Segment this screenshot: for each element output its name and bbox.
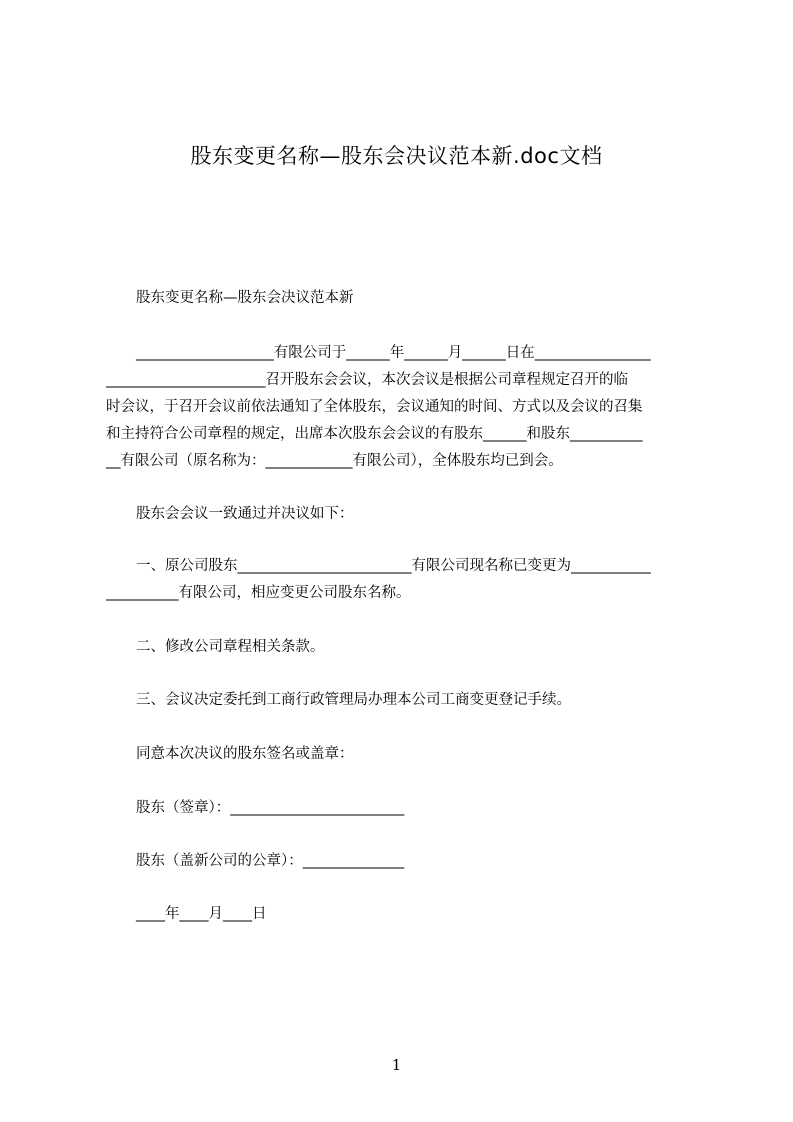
meeting-paragraph — [106, 340, 702, 475]
shareholder-signature-line: 股东（签章）：________________________ — [136, 800, 405, 816]
meeting-paragraph-line-1: ___________________有限公司于______年______月______日在________________ — [136, 345, 651, 361]
meeting-paragraph-line-5: __有限公司（原名称为：____________有限公司），全体股东均已到会。 — [106, 453, 563, 469]
meeting-paragraph-line-2: ______________________召开股东会会议，本次会议是根据公司章程规定召开的临 — [106, 372, 628, 388]
meeting-paragraph-line-4: 和主持符合公司章程的规定，出席本次股东会会议的有股东______和股东__________ — [106, 426, 643, 442]
meeting-paragraph-line-3: 时会议，于召开会议前依法通知了全体股东，会议通知的时间、方式以及会议的召集 — [106, 399, 643, 415]
document-title: 股东变更名称—股东会决议范本新.doc文档 — [190, 144, 603, 168]
signature-intro: 同意本次决议的股东签名或盖章： — [136, 746, 354, 762]
page-number: 1 — [391, 1056, 402, 1074]
resolution-1-line-1: 一、原公司股东________________________有限公司现名称已变更为___________ — [136, 558, 651, 574]
document-heading: 股东变更名称—股东会决议范本新 — [136, 290, 354, 306]
resolution-2: 二、修改公司章程相关条款。 — [136, 639, 325, 655]
resolution-intro: 股东会会议一致通过并决议如下： — [136, 506, 354, 522]
resolution-1-line-2: __________有限公司，相应变更公司股东名称。 — [106, 585, 411, 601]
resolution-3: 三、会议决定委托到工商行政管理局办理本公司工商变更登记手续。 — [136, 692, 571, 708]
company-seal-line: 股东（盖新公司的公章）：______________ — [136, 853, 405, 869]
date-line: ____年____月____日 — [136, 906, 267, 922]
resolution-1 — [106, 553, 702, 607]
